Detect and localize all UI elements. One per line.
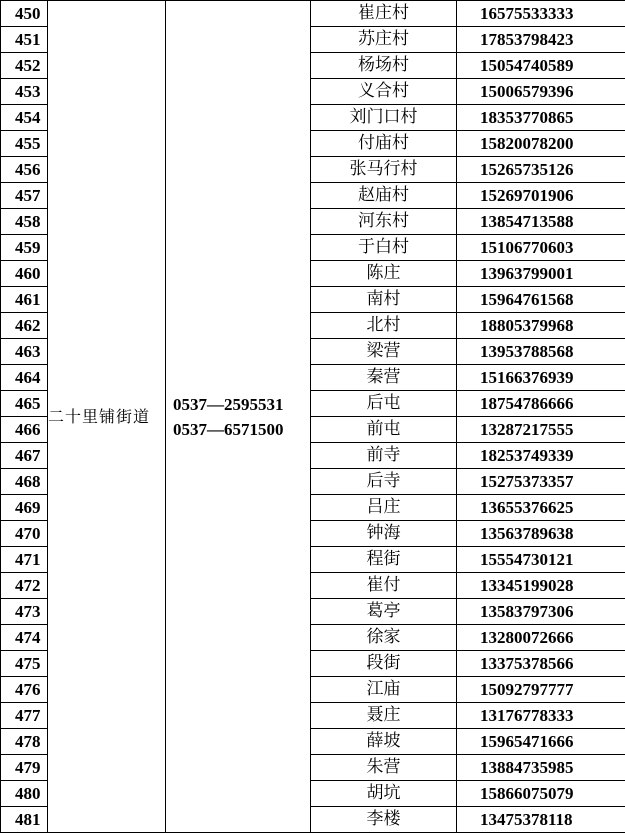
row-number: 453 <box>1 79 48 105</box>
row-number: 481 <box>1 807 48 833</box>
village-name: 刘门口村 <box>311 105 457 131</box>
village-phone: 13655376625 <box>457 495 625 521</box>
village-name: 胡坑 <box>311 781 457 807</box>
village-phone: 15964761568 <box>457 287 625 313</box>
village-name: 张马行村 <box>311 157 457 183</box>
village-phone: 13345199028 <box>457 573 625 599</box>
row-number: 475 <box>1 651 48 677</box>
village-name: 薛坡 <box>311 729 457 755</box>
row-number: 466 <box>1 417 48 443</box>
village-name: 梁营 <box>311 339 457 365</box>
village-name: 杨场村 <box>311 53 457 79</box>
village-phone: 15166376939 <box>457 365 625 391</box>
village-phone: 18805379968 <box>457 313 625 339</box>
row-number: 467 <box>1 443 48 469</box>
row-number: 472 <box>1 573 48 599</box>
street-name: 二十里铺街道 <box>48 1 166 833</box>
village-name: 程街 <box>311 547 457 573</box>
village-name: 徐家 <box>311 625 457 651</box>
village-phone: 18253749339 <box>457 443 625 469</box>
village-name: 江庙 <box>311 677 457 703</box>
village-name: 付庙村 <box>311 131 457 157</box>
village-name: 北村 <box>311 313 457 339</box>
row-number: 456 <box>1 157 48 183</box>
village-name: 崔付 <box>311 573 457 599</box>
village-name: 陈庄 <box>311 261 457 287</box>
row-number: 471 <box>1 547 48 573</box>
row-number: 473 <box>1 599 48 625</box>
row-number: 457 <box>1 183 48 209</box>
row-number: 480 <box>1 781 48 807</box>
village-name: 秦营 <box>311 365 457 391</box>
table-row <box>1 1 625 27</box>
table-body <box>1 1 625 833</box>
village-name: 河东村 <box>311 209 457 235</box>
village-phone: 13176778333 <box>457 703 625 729</box>
village-name: 南村 <box>311 287 457 313</box>
village-phone: 13475378118 <box>457 807 625 833</box>
village-phone: 13884735985 <box>457 755 625 781</box>
village-name: 崔庄村 <box>311 1 457 27</box>
row-number: 474 <box>1 625 48 651</box>
village-phone: 13287217555 <box>457 417 625 443</box>
village-name: 赵庙村 <box>311 183 457 209</box>
village-name: 前屯 <box>311 417 457 443</box>
row-number: 450 <box>1 1 48 27</box>
village-phone: 15265735126 <box>457 157 625 183</box>
row-number: 468 <box>1 469 48 495</box>
village-phone: 18353770865 <box>457 105 625 131</box>
village-name: 义合村 <box>311 79 457 105</box>
row-number: 479 <box>1 755 48 781</box>
village-name: 葛亭 <box>311 599 457 625</box>
village-name: 后寺 <box>311 469 457 495</box>
row-number: 458 <box>1 209 48 235</box>
village-phone: 13583797306 <box>457 599 625 625</box>
village-phone: 18754786666 <box>457 391 625 417</box>
row-number: 463 <box>1 339 48 365</box>
row-number: 455 <box>1 131 48 157</box>
row-number: 459 <box>1 235 48 261</box>
village-name: 钟海 <box>311 521 457 547</box>
village-phone: 15269701906 <box>457 183 625 209</box>
village-name: 后屯 <box>311 391 457 417</box>
row-number: 470 <box>1 521 48 547</box>
office-phone: 0537—6571500 <box>173 417 310 442</box>
village-phone: 15006579396 <box>457 79 625 105</box>
village-phone: 15965471666 <box>457 729 625 755</box>
row-number: 460 <box>1 261 48 287</box>
village-phone: 13280072666 <box>457 625 625 651</box>
village-name: 朱营 <box>311 755 457 781</box>
village-phone: 13953788568 <box>457 339 625 365</box>
village-phone: 13375378566 <box>457 651 625 677</box>
village-phone: 15866075079 <box>457 781 625 807</box>
village-phone: 13963799001 <box>457 261 625 287</box>
row-number: 454 <box>1 105 48 131</box>
office-phone: 0537—2595531 <box>173 392 310 417</box>
village-name: 吕庄 <box>311 495 457 521</box>
row-number: 464 <box>1 365 48 391</box>
row-number: 477 <box>1 703 48 729</box>
row-number: 462 <box>1 313 48 339</box>
village-phone: 15092797777 <box>457 677 625 703</box>
village-name: 前寺 <box>311 443 457 469</box>
village-phone: 17853798423 <box>457 27 625 53</box>
row-number: 469 <box>1 495 48 521</box>
row-number: 461 <box>1 287 48 313</box>
village-phone: 15054740589 <box>457 53 625 79</box>
village-phone: 15275373357 <box>457 469 625 495</box>
office-phones <box>166 1 311 833</box>
village-phone: 13854713588 <box>457 209 625 235</box>
village-name: 段街 <box>311 651 457 677</box>
village-phone: 13563789638 <box>457 521 625 547</box>
row-number: 465 <box>1 391 48 417</box>
village-name: 苏庄村 <box>311 27 457 53</box>
row-number: 451 <box>1 27 48 53</box>
village-phone: 15820078200 <box>457 131 625 157</box>
row-number: 478 <box>1 729 48 755</box>
village-phone: 15554730121 <box>457 547 625 573</box>
village-name: 聂庄 <box>311 703 457 729</box>
village-phone: 15106770603 <box>457 235 625 261</box>
village-phone: 16575533333 <box>457 1 625 27</box>
row-number: 476 <box>1 677 48 703</box>
village-name: 李楼 <box>311 807 457 833</box>
row-number: 452 <box>1 53 48 79</box>
village-name: 于白村 <box>311 235 457 261</box>
